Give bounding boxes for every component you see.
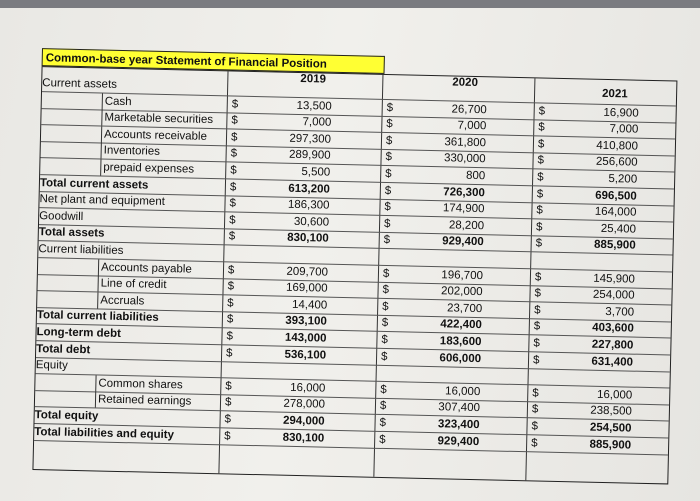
row-label: Retained earnings — [95, 392, 192, 410]
dollar-sign: $ — [386, 101, 394, 114]
cell-value: 13,500 — [296, 99, 332, 113]
cell-value: 410,800 — [596, 139, 639, 153]
dollar-sign: $ — [532, 353, 540, 367]
row-label: Accruals — [97, 292, 144, 309]
cell-value: 23,700 — [446, 302, 483, 315]
dollar-sign: $ — [380, 383, 387, 396]
dollar-sign: $ — [536, 204, 543, 217]
cell-value: 16,000 — [444, 385, 481, 398]
cell-value: 885,900 — [589, 438, 632, 452]
row-label: Total debt — [36, 342, 91, 356]
cell-value: 16,000 — [596, 388, 633, 402]
row-label: Long-term debt — [36, 326, 121, 340]
cell-value: 227,800 — [591, 338, 634, 352]
dollar-sign: $ — [381, 317, 389, 330]
dollar-sign: $ — [383, 234, 391, 247]
cell-value: 145,900 — [593, 272, 636, 286]
dollar-sign: $ — [535, 221, 543, 234]
dollar-sign: $ — [386, 118, 393, 131]
dollar-sign: $ — [385, 151, 393, 164]
row-label: Cash — [102, 93, 132, 110]
cell-value: 7,000 — [609, 123, 639, 136]
dollar-sign: $ — [225, 380, 232, 393]
cell-value: 929,400 — [437, 434, 480, 448]
dollar-sign: $ — [230, 131, 238, 144]
year-header-2021: 2021 — [601, 87, 628, 101]
cell-value: 307,400 — [438, 401, 481, 415]
cell-value: 186,300 — [287, 198, 330, 212]
cell-value: 422,400 — [440, 318, 482, 332]
cell-value: 3,700 — [605, 305, 635, 319]
dollar-sign: $ — [537, 138, 545, 151]
cell-value: 393,100 — [285, 315, 327, 329]
cell-value: 330,000 — [443, 152, 486, 166]
dollar-sign: $ — [229, 214, 236, 227]
cell-value: 536,100 — [284, 348, 327, 362]
cell-value: 26,700 — [451, 103, 487, 116]
dollar-sign: $ — [534, 287, 542, 300]
dollar-sign: $ — [537, 154, 545, 167]
dollar-sign: $ — [230, 147, 238, 160]
cell-value: 830,100 — [282, 431, 325, 445]
dollar-sign: $ — [531, 436, 538, 450]
dollar-sign: $ — [227, 264, 235, 277]
dollar-sign: $ — [382, 267, 390, 280]
dollar-sign: $ — [531, 403, 539, 416]
cell-value: 254,000 — [592, 288, 635, 302]
dollar-sign: $ — [531, 420, 539, 433]
cell-value: 28,200 — [448, 219, 485, 233]
row-label: Total liabilities and equity — [34, 425, 175, 441]
cell-value: 30,600 — [293, 215, 330, 229]
year-header-2019: 2019 — [300, 73, 327, 86]
cell-value: 323,400 — [437, 418, 480, 432]
dollar-sign: $ — [537, 171, 544, 184]
row-label: Current liabilities — [38, 243, 124, 258]
dollar-sign: $ — [384, 184, 392, 197]
dollar-sign: $ — [385, 167, 392, 181]
cell-value: 800 — [465, 169, 486, 183]
dollar-sign: $ — [380, 350, 388, 363]
row-label: Goodwill — [39, 209, 84, 223]
dollar-sign: $ — [229, 181, 237, 194]
dollar-sign: $ — [224, 413, 232, 426]
dollar-sign: $ — [535, 237, 543, 250]
dollar-sign: $ — [382, 300, 389, 313]
row-label: Inventories — [101, 143, 161, 160]
dollar-sign: $ — [226, 313, 234, 326]
dollar-sign: $ — [229, 197, 237, 210]
cell-value: 174,900 — [442, 202, 485, 216]
cell-value: 16,900 — [603, 106, 639, 120]
cell-value: 256,600 — [595, 156, 638, 170]
dollar-sign: $ — [536, 187, 544, 201]
row-label: Current assets — [42, 77, 118, 91]
statement-table — [32, 66, 677, 484]
dollar-sign: $ — [227, 297, 234, 310]
cell-value: 696,500 — [595, 189, 637, 203]
cell-value: 361,800 — [444, 136, 487, 150]
cell-value: 297,300 — [289, 132, 332, 146]
dollar-sign: $ — [224, 429, 231, 443]
dollar-sign: $ — [384, 201, 392, 214]
dollar-sign: $ — [227, 280, 235, 293]
dollar-sign: $ — [228, 230, 236, 243]
cell-value: 254,500 — [589, 421, 632, 435]
row-label: Line of credit — [97, 276, 166, 294]
cell-value: 169,000 — [285, 281, 328, 295]
dollar-sign: $ — [225, 346, 233, 360]
cell-value: 885,900 — [593, 239, 636, 253]
dollar-sign: $ — [532, 387, 539, 400]
cell-value: 209,700 — [286, 265, 329, 279]
cell-value: 830,100 — [287, 232, 329, 246]
dollar-sign: $ — [534, 304, 541, 317]
sheet-title: Common-base year Statement of Financial Position — [42, 48, 385, 74]
dollar-sign: $ — [224, 396, 232, 409]
cell-value: 7,000 — [457, 119, 487, 133]
cell-value: 202,000 — [440, 285, 483, 299]
cell-value: 606,000 — [439, 351, 482, 365]
cell-value: 5,500 — [301, 166, 331, 179]
dollar-sign: $ — [226, 330, 234, 343]
cell-value: 16,000 — [290, 381, 326, 395]
cell-value: 5,200 — [608, 173, 638, 186]
row-label: Net plant and equipment — [39, 193, 165, 209]
cell-value: 294,000 — [282, 414, 325, 428]
cell-value: 7,000 — [302, 116, 332, 129]
dollar-sign: $ — [231, 114, 238, 127]
dollar-sign: $ — [538, 105, 546, 118]
row-label: Accounts payable — [98, 259, 192, 277]
dollar-sign: $ — [538, 121, 545, 134]
cell-value: 289,900 — [288, 149, 331, 163]
cell-value: 238,500 — [590, 405, 633, 419]
dollar-sign: $ — [533, 337, 540, 350]
top-edge — [0, 0, 700, 8]
row-label: Common shares — [95, 375, 183, 393]
cell-value: 164,000 — [594, 205, 637, 219]
spreadsheet — [26, 48, 683, 489]
row-label: prepaid expenses — [100, 159, 194, 177]
dollar-sign: $ — [231, 98, 239, 111]
dollar-sign: $ — [379, 433, 386, 446]
cell-value: 183,600 — [439, 335, 482, 349]
cell-value: 726,300 — [443, 185, 485, 199]
dollar-sign: $ — [379, 416, 387, 430]
dollar-sign: $ — [230, 164, 237, 177]
cell-value: 613,200 — [288, 182, 331, 196]
dollar-sign: $ — [382, 284, 390, 297]
dollar-sign: $ — [379, 400, 387, 413]
dollar-sign: $ — [534, 270, 542, 284]
dollar-sign: $ — [385, 134, 393, 147]
row-label: Marketable securities — [101, 110, 213, 129]
cell-value: 14,400 — [291, 298, 328, 312]
cell-value: 143,000 — [284, 331, 327, 345]
cell-value: 25,400 — [600, 222, 637, 236]
row-label: Equity — [35, 359, 68, 372]
row-label: Total equity — [34, 409, 99, 423]
row-label: Total current liabilities — [36, 309, 159, 325]
cell-value: 929,400 — [441, 235, 484, 249]
dollar-sign: $ — [533, 320, 541, 333]
row-label: Total assets — [38, 226, 105, 240]
cell-value: 196,700 — [441, 268, 484, 282]
cell-value: 631,400 — [591, 355, 634, 369]
row-label: Total current assets — [39, 176, 149, 192]
dollar-sign: $ — [381, 333, 389, 347]
cell-value: 403,600 — [592, 322, 634, 336]
year-header-2020: 2020 — [452, 76, 479, 90]
row-label: Accounts receivable — [101, 126, 207, 144]
cell-value: 278,000 — [283, 398, 326, 412]
dollar-sign: $ — [383, 217, 391, 230]
